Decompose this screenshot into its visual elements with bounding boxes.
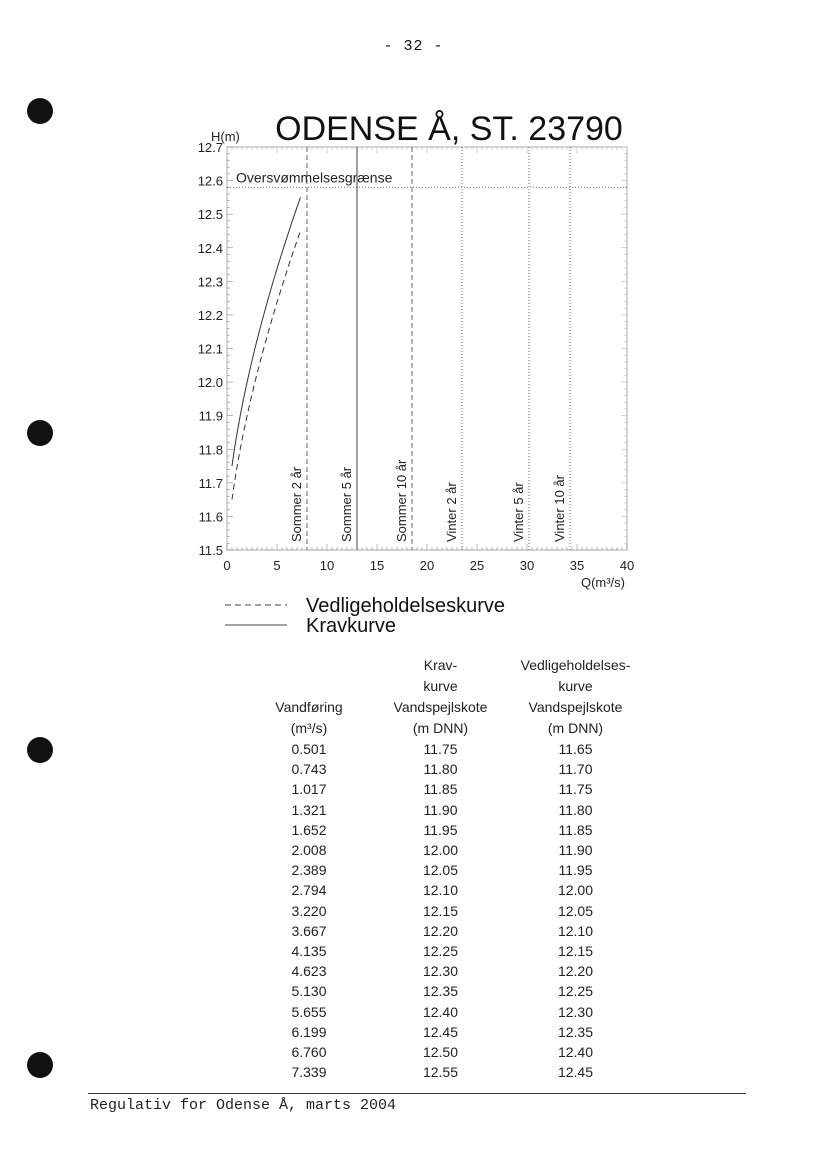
y-axis-label: H(m) — [211, 129, 240, 144]
table-cell: 3.220 — [291, 902, 327, 919]
table-cell: 12.05 — [422, 862, 459, 879]
table-row — [245, 1042, 643, 1062]
table-cell: 11.90 — [423, 801, 458, 818]
table-cell: 11.80 — [558, 801, 593, 818]
table-row — [245, 981, 643, 1001]
table-cell: 2.389 — [291, 862, 327, 879]
table-cell: 12.30 — [557, 1003, 594, 1020]
x-tick-label: 5 — [273, 558, 281, 573]
reference-line-label: Vinter 10 år — [552, 475, 567, 542]
x-tick-label: 25 — [469, 558, 485, 573]
y-tick-label: 11.5 — [198, 543, 223, 558]
table-cell: 11.90 — [558, 842, 593, 859]
table-cell: 1.017 — [291, 781, 327, 798]
table-cell: 11.70 — [558, 761, 593, 778]
x-tick-label: 0 — [223, 558, 231, 573]
table-cell: 12.10 — [422, 882, 459, 899]
table-cell: 12.25 — [557, 983, 594, 1000]
y-tick-label: 12.5 — [197, 207, 223, 223]
table-cell: 12.45 — [422, 1023, 459, 1040]
binder-hole — [27, 737, 53, 763]
series-line — [232, 197, 300, 466]
table-cell: 11.85 — [423, 781, 458, 798]
binder-hole — [27, 1052, 53, 1078]
table-cell: 12.00 — [422, 842, 459, 859]
table-row — [245, 1062, 643, 1082]
table-cell: 11.80 — [423, 761, 458, 778]
table-cell: 11.95 — [558, 862, 593, 879]
table-cell: 12.00 — [557, 882, 594, 899]
table-group-header: Vedligeholdelses- kurve — [520, 657, 631, 694]
plot-frame — [227, 147, 627, 550]
table-cell: 12.05 — [557, 902, 594, 919]
table-row — [245, 820, 643, 840]
table-group-header — [245, 655, 373, 697]
table-cell: 1.321 — [291, 801, 327, 818]
table-units-row — [245, 718, 643, 739]
chart-title: ODENSE Å, ST. 23790 — [275, 110, 623, 148]
table-cell: 12.40 — [422, 1003, 459, 1020]
table-cell: 6.199 — [291, 1023, 327, 1040]
y-tick-label: 11.8 — [198, 442, 223, 458]
y-tick-label: 12.0 — [197, 375, 223, 391]
legend-label: Kravkurve — [306, 615, 397, 637]
rating-table — [245, 655, 643, 1082]
table-cell: 11.75 — [558, 781, 593, 798]
table-row — [245, 1022, 643, 1042]
reference-line-label: Sommer 10 år — [394, 459, 409, 542]
table-cell: 4.623 — [291, 963, 327, 980]
y-tick-label: 12.2 — [197, 307, 223, 323]
table-cell: 7.339 — [291, 1064, 327, 1081]
table-group-header: Krav- kurve — [423, 657, 458, 694]
y-tick-label: 12.7 — [197, 140, 223, 155]
y-tick-label: 11.7 — [198, 475, 223, 491]
reference-line-label: Vinter 2 år — [444, 482, 459, 542]
table-row — [245, 739, 643, 759]
table-cell: 12.20 — [422, 922, 459, 939]
x-tick-label: 15 — [369, 558, 385, 573]
table-cell: 12.10 — [557, 922, 594, 939]
table-row — [245, 941, 643, 961]
x-axis-label: Q(m³/s) — [580, 575, 625, 590]
table-row — [245, 921, 643, 941]
table-cell: 11.95 — [423, 821, 458, 838]
table-cell: 2.008 — [291, 842, 327, 859]
table-cell: 12.25 — [422, 943, 459, 960]
table-cell: 11.85 — [558, 821, 593, 838]
table-cell: 12.40 — [557, 1044, 594, 1061]
table-cell: 12.15 — [422, 902, 459, 919]
table-row — [245, 800, 643, 820]
table-column-unit: (m DNN) — [547, 720, 604, 736]
footer-divider — [88, 1093, 746, 1094]
series-line — [232, 231, 300, 500]
table-cell: 12.30 — [422, 963, 459, 980]
table-row — [245, 759, 643, 779]
y-tick-label: 12.1 — [197, 341, 223, 357]
x-tick-label: 20 — [419, 558, 435, 573]
table-cell: 6.760 — [291, 1044, 327, 1061]
x-tick-label: 35 — [569, 558, 585, 573]
reference-line-label: Vinter 5 år — [511, 482, 526, 542]
legend-label: Vedligeholdelseskurve — [306, 595, 506, 617]
flood-limit-label: Oversvømmelsesgrænse — [236, 169, 393, 186]
footer-text: Regulativ for Odense Å, marts 2004 — [90, 1097, 397, 1114]
table-cell: 0.743 — [291, 761, 327, 778]
table-row — [245, 840, 643, 860]
table-column-header: Vandspejlskote — [393, 699, 488, 715]
table-row — [245, 1002, 643, 1022]
table-cell: 3.667 — [291, 922, 327, 939]
table-cell: 2.794 — [291, 882, 327, 899]
table-cell: 12.55 — [422, 1064, 459, 1081]
table-column-header: Vandføring — [275, 699, 343, 715]
table-row — [245, 860, 643, 880]
y-tick-label: 11.6 — [198, 509, 223, 525]
table-column-unit: (m DNN) — [412, 720, 469, 736]
table-cell: 4.135 — [291, 943, 327, 960]
reference-line-label: Sommer 2 år — [289, 466, 304, 542]
reference-line-label: Sommer 5 år — [339, 466, 354, 542]
y-tick-label: 11.9 — [198, 408, 223, 424]
x-tick-label: 10 — [319, 558, 335, 573]
table-column-unit: (m³/s) — [290, 720, 328, 736]
table-cell: 0.501 — [291, 741, 327, 757]
table-cell: 5.130 — [291, 983, 327, 1000]
table-group-header-row — [245, 655, 643, 697]
table-cell: 11.65 — [558, 741, 593, 757]
table-cell: 12.20 — [557, 963, 594, 980]
table-cell: 12.45 — [557, 1064, 594, 1081]
y-tick-label: 12.4 — [197, 240, 223, 256]
x-tick-label: 30 — [519, 558, 535, 573]
table-column-header: Vandspejlskote — [528, 699, 623, 715]
table-header-row — [245, 697, 643, 718]
table-cell: 12.35 — [557, 1023, 594, 1040]
table-cell: 11.75 — [423, 741, 458, 757]
page-number: - 32 - — [383, 38, 444, 55]
table-cell: 1.652 — [291, 821, 327, 838]
table-row — [245, 961, 643, 981]
y-tick-label: 12.6 — [197, 173, 223, 189]
table-row — [245, 880, 643, 900]
table-cell: 12.50 — [422, 1044, 459, 1061]
table-cell: 5.655 — [291, 1003, 327, 1020]
table-cell: 12.15 — [557, 943, 594, 960]
table-row — [245, 779, 643, 799]
table-cell: 12.35 — [422, 983, 459, 1000]
x-tick-label: 40 — [619, 558, 635, 573]
y-tick-label: 12.3 — [197, 274, 223, 290]
table-row — [245, 901, 643, 921]
